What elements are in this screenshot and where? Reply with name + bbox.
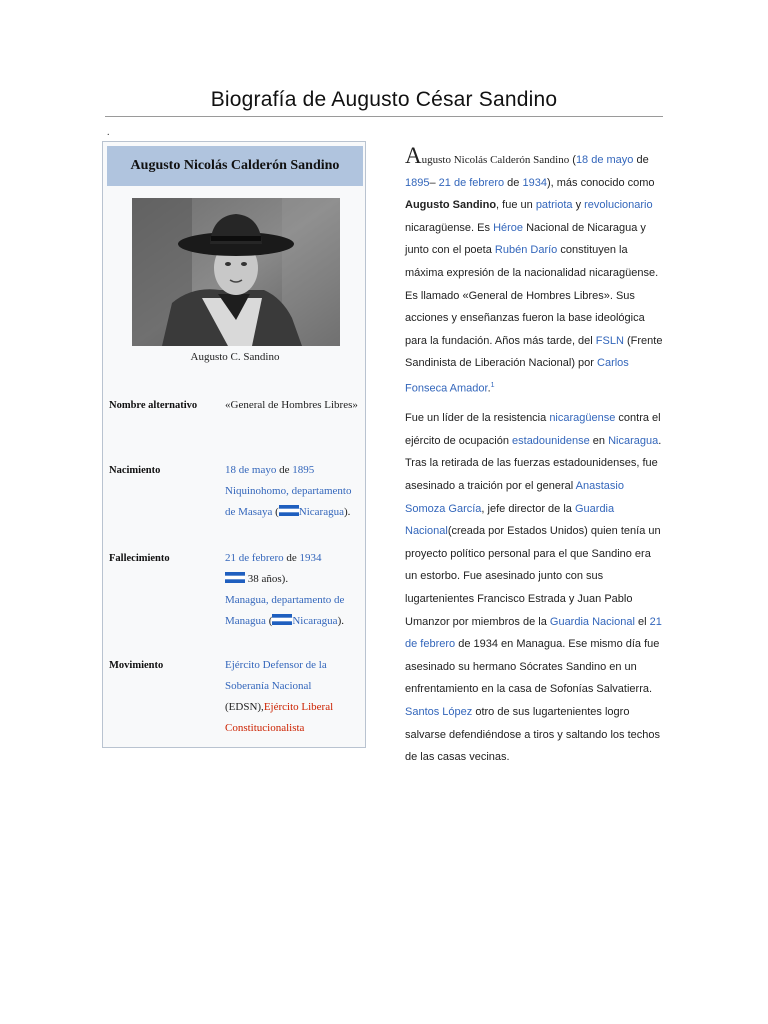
article-link[interactable]: 21 de febrero xyxy=(438,176,505,189)
movement-abbr: (EDSN), xyxy=(225,701,264,713)
article-paragraph-1 xyxy=(405,143,663,400)
value-death xyxy=(225,548,363,632)
article-text: , fue un xyxy=(496,199,536,212)
movement-elc-link[interactable]: Ejército Liberal Constitucionalista xyxy=(225,701,334,734)
article-text: (Frente Sandinista de Liberación Nacional) por xyxy=(405,334,663,370)
article-link[interactable]: Guardia Nacional xyxy=(405,502,615,538)
death-open: ( xyxy=(265,615,273,627)
article-text: de xyxy=(633,154,649,166)
value-movement xyxy=(225,655,363,739)
article-text: , jefe director de la xyxy=(481,502,575,515)
article-text: constituyen la máxima expresión de la nacionalidad nicaragüense. Es llamado «General de Hombres Libres». Sus acciones y enseñanzas fueron la base ideológica para la fundación. Años más tarde, del xyxy=(405,244,659,347)
article-text: ), más conocido como xyxy=(546,176,655,189)
label-death: Fallecimiento xyxy=(109,553,170,564)
infobox xyxy=(102,141,366,748)
birth-open: ( xyxy=(272,506,279,518)
nicaragua-flag-icon xyxy=(279,505,299,516)
title-divider xyxy=(105,116,663,117)
stray-dot: . xyxy=(107,127,110,138)
label-alt-name: Nombre alternativo xyxy=(109,400,198,411)
birth-place-link[interactable]: Niquinohomo, departamento de Masaya xyxy=(225,485,352,518)
article-link[interactable]: 1895 xyxy=(405,176,430,189)
death-date-link[interactable]: 21 de febrero xyxy=(225,552,284,564)
article-text: Nacional de Nicaragua y junto con el poeta xyxy=(405,221,646,257)
death-close: ). xyxy=(337,615,344,627)
drop-cap: A xyxy=(405,143,422,168)
article-link[interactable]: Anastasio Somoza García xyxy=(405,479,624,515)
article-text: – xyxy=(429,176,439,189)
article-link[interactable]: Nicaragua xyxy=(608,434,659,447)
article-text: . Tras la retirada de las fuerzas estadounidenses, fue asesinado a traición por el general xyxy=(405,434,662,492)
nicaragua-flag-icon xyxy=(225,572,245,583)
movement-edsn-link[interactable]: Ejército Defensor de la Soberanía Nacional xyxy=(225,659,327,692)
article-paragraph-2 xyxy=(405,407,663,769)
article-link[interactable]: 1934 xyxy=(522,176,547,189)
birth-date-link[interactable]: 18 de mayo xyxy=(225,464,277,476)
footnote-ref[interactable]: 1 xyxy=(490,381,495,389)
article-link[interactable]: 18 de mayo xyxy=(575,154,634,166)
death-place-link[interactable]: Managua, departamento de Managua xyxy=(225,594,345,627)
article-link[interactable]: patriota xyxy=(535,199,573,212)
article-link[interactable]: Rubén Darío xyxy=(494,244,558,257)
label-birth: Nacimiento xyxy=(109,465,161,476)
bold-text: Augusto Sandino xyxy=(405,199,497,212)
article-link[interactable]: Guardia Nacional xyxy=(549,615,635,628)
article-text: Fue un líder de la resistencia xyxy=(405,412,550,425)
article-text: . xyxy=(487,382,491,395)
article-text: contra el ejército de ocupación xyxy=(405,412,661,447)
death-age: 38 años). xyxy=(245,573,289,585)
article-link[interactable]: FSLN xyxy=(595,334,624,347)
article-text: nicaragüense. Es xyxy=(405,221,494,234)
death-country-link[interactable]: Nicaragua xyxy=(292,615,338,627)
article-text: otro de sus lugartenientes logro salvarse defendiéndose a tiros y saltando los techos de las casas vecinas. xyxy=(405,705,660,764)
birth-close: ). xyxy=(343,506,351,518)
photo-caption: Augusto C. Sandino xyxy=(190,351,280,363)
nicaragua-flag-icon xyxy=(272,614,292,625)
article-text: en xyxy=(589,434,609,447)
value-alt-name: «General de Hombres Libres» xyxy=(225,399,358,411)
value-birth xyxy=(225,460,363,523)
label-movement: Movimiento xyxy=(109,660,164,671)
article-text: de xyxy=(504,176,523,189)
birth-country-link[interactable]: Nicaragua xyxy=(298,506,344,518)
article-text: ( xyxy=(569,154,576,166)
article-link[interactable]: nicaragüense xyxy=(549,412,616,425)
infobox-header: Augusto Nicolás Calderón Sandino xyxy=(107,146,363,186)
birth-year-link[interactable]: 1895 xyxy=(292,464,315,476)
article-text: de 1934 en Managua. Ese mismo día fue asesinado su hermano Sócrates Sandino en un enfrentamiento en la casa de Sofonías Salvatierra. xyxy=(405,638,660,696)
death-year-link[interactable]: 1934 xyxy=(299,552,322,564)
article-link[interactable]: 21 de febrero xyxy=(405,615,662,651)
article-text: el xyxy=(634,615,650,628)
article-link[interactable]: Héroe xyxy=(493,221,524,234)
article-link[interactable]: Carlos Fonseca Amador xyxy=(405,357,629,395)
article-body xyxy=(405,143,663,769)
article-text: ugusto Nicolás Calderón Sandino xyxy=(421,154,570,166)
article-text: (creada por Estados Unidos) quien tenía un proyecto político personal para el que Sandino era un estorbo. Fue asesinado junto con sus lugartenientes Francisco Estrada y Juan Pablo Umanzor por miembros de la xyxy=(405,525,661,628)
portrait-photo xyxy=(132,198,340,346)
birth-de: de xyxy=(276,464,293,476)
death-de: de xyxy=(283,552,300,564)
page-title: Biografía de Augusto César Sandino xyxy=(210,88,558,111)
article-link[interactable]: revolucionario xyxy=(584,199,653,212)
article-link[interactable]: Santos López xyxy=(405,705,473,718)
article-text: y xyxy=(572,199,585,212)
article-link[interactable]: estadounidense xyxy=(512,434,590,447)
